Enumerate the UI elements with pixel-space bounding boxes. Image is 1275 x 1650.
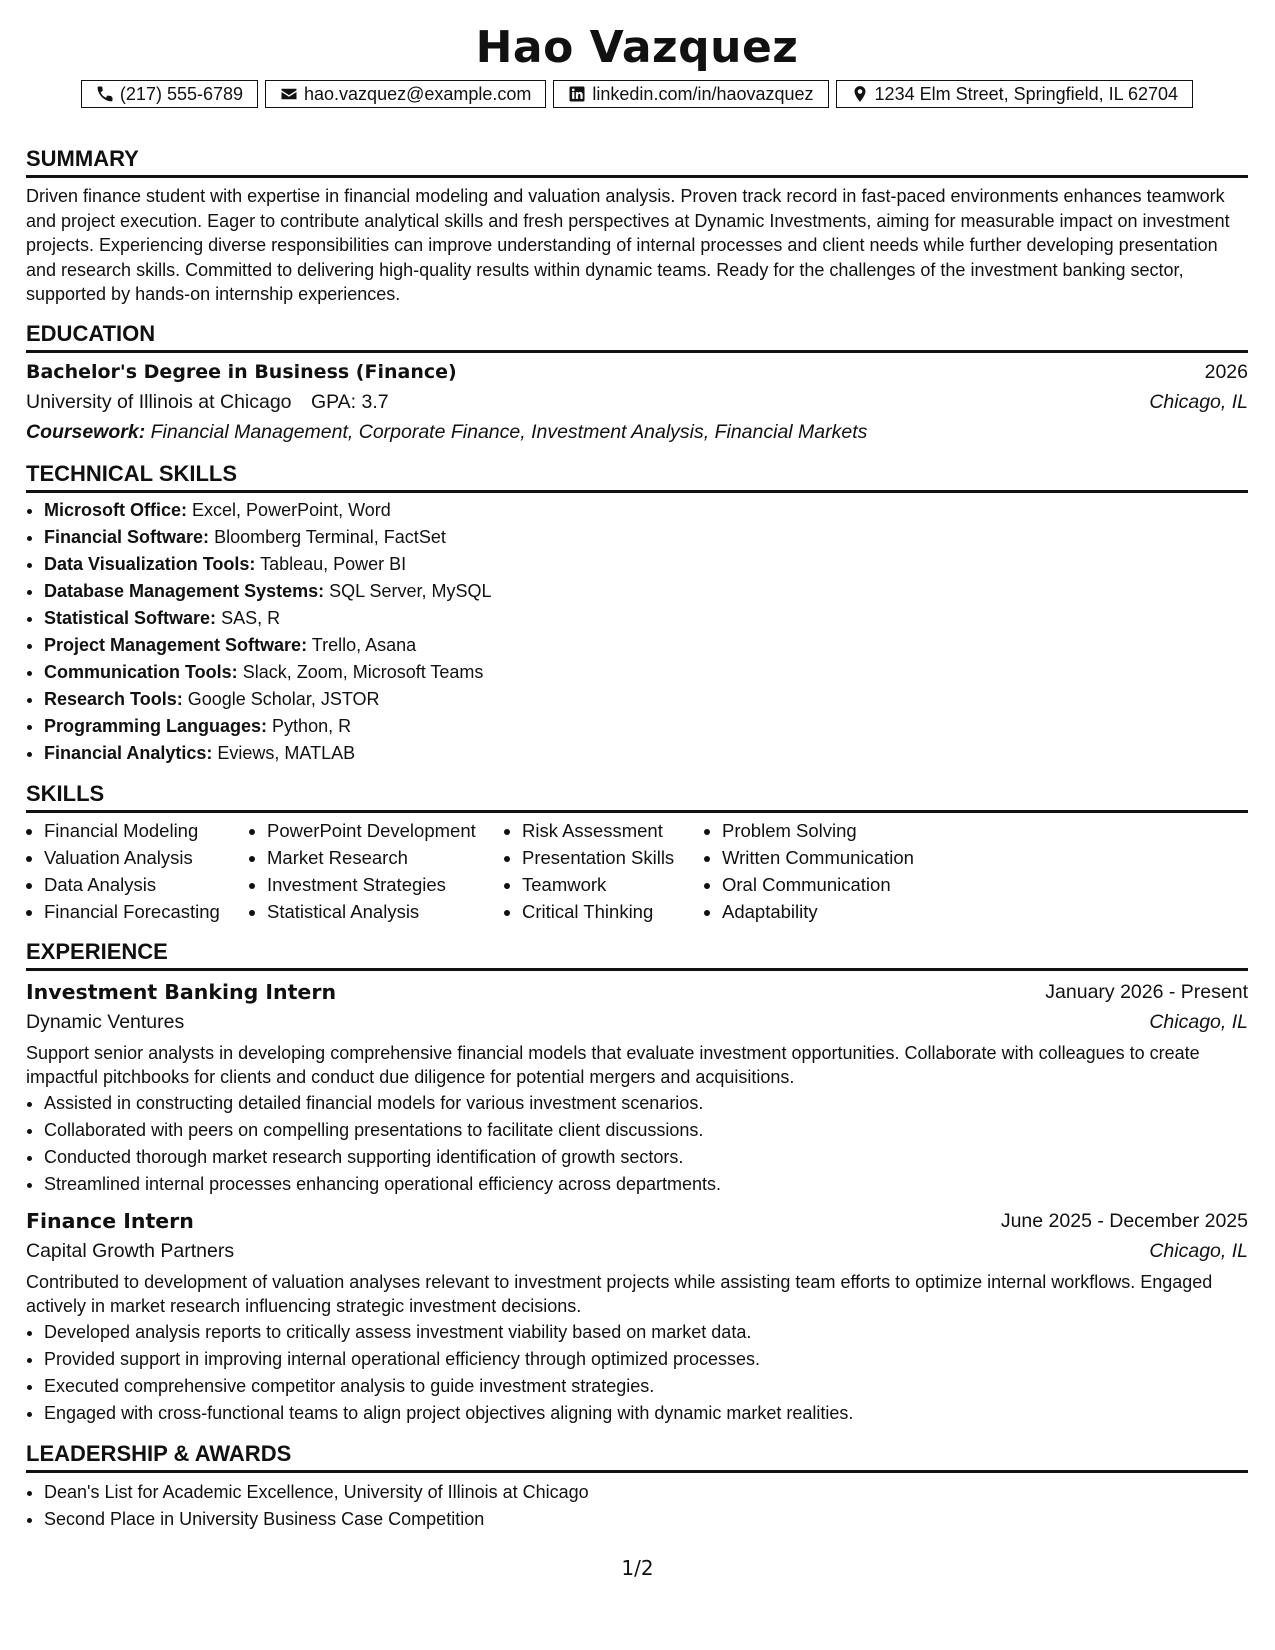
gpa: GPA: 3.7 (310, 390, 389, 413)
skill-label: Communication Tools: (44, 661, 238, 682)
education-section (26, 321, 1248, 447)
list-item: • Assisted in constructing detailed financial models for various investment scenarios. (44, 1090, 1248, 1117)
coursework-row (26, 417, 1248, 447)
list-item: • Investment Strategies (267, 871, 504, 898)
job-bullets (26, 1319, 1248, 1427)
job-dates: January 2026 - Present (1045, 980, 1248, 1003)
skill-value: Google Scholar, JSTOR (187, 688, 380, 709)
list-item: • Financial Modeling (44, 817, 249, 844)
list-item: • Adaptability (722, 898, 962, 925)
skills-section (26, 781, 1248, 925)
skill-label: Financial Analytics: (44, 742, 213, 763)
list-item: • Problem Solving (722, 817, 962, 844)
contact-phone[interactable] (81, 80, 258, 108)
list-item (44, 713, 1248, 740)
technical-skills-list (26, 497, 1248, 767)
coursework-list: Financial Management, Corporate Finance, Investment Analysis, Financial Markets (150, 420, 868, 443)
section-title-technical-skills: TECHNICAL SKILLS (26, 461, 1248, 493)
coursework-label: Coursework: (26, 420, 146, 443)
resume-page (26, 22, 1248, 1533)
skills-column-3 (504, 817, 704, 925)
skill-label: Database Management Systems: (44, 580, 325, 601)
degree-title: Bachelor's Degree in Business (Finance) (26, 360, 457, 383)
list-item (44, 632, 1248, 659)
skill-label: Financial Software: (44, 526, 210, 547)
job-company-row (26, 1236, 1248, 1266)
list-item: • Streamlined internal processes enhancing operational efficiency across departments. (44, 1171, 1248, 1198)
phone-text: (217) 555-6789 (119, 83, 244, 104)
leadership-section (26, 1441, 1248, 1533)
skill-value: SAS, R (221, 607, 281, 628)
summary-text: Driven finance student with expertise in financial modeling and valuation analysis. Proven track record in fast-paced environments enhances teamwork and project execution. Eager to contribute analytical skills and fresh perspectives at Dynamic Investments, aiming for measurable impact on investment projects. Experiencing diverse responsibilities can improve understanding of internal processes and client needs while further developing presentation and research skills. Committed to delivering high-quality results within dynamic teams. Ready for the challenges of the investment banking sector, supported by hands-on internship experiences. (26, 186, 1230, 304)
job-bullets (26, 1090, 1248, 1198)
skill-value: SQL Server, MySQL (329, 580, 492, 601)
job-location: Chicago, IL (1149, 1239, 1248, 1262)
list-item: • PowerPoint Development (267, 817, 504, 844)
list-item: • Conducted thorough market research supporting identification of growth sectors. (44, 1144, 1248, 1171)
skill-label: Data Visualization Tools: (44, 553, 256, 574)
phone-icon (96, 85, 114, 103)
contact-bar (26, 80, 1248, 108)
linkedin-text: linkedin.com/in/haovazquez (592, 83, 814, 104)
list-item (44, 740, 1248, 767)
list-item: • Developed analysis reports to critically assess investment viability based on market data. (44, 1319, 1248, 1346)
contact-address[interactable] (836, 80, 1194, 108)
list-item: • Written Communication (722, 844, 962, 871)
linkedin-icon (568, 85, 586, 103)
skills-column-1 (26, 817, 249, 925)
email-text: hao.vazquez@example.com (304, 83, 532, 104)
school-location: Chicago, IL (1149, 390, 1248, 413)
skill-value: Python, R (272, 715, 352, 736)
education-degree-row (26, 357, 1248, 387)
job-company: Dynamic Ventures (26, 1010, 185, 1033)
job-entry (26, 1206, 1248, 1427)
job-role: Finance Intern (26, 1208, 194, 1233)
experience-section (26, 939, 1248, 1427)
school-name: University of Illinois at Chicago (26, 390, 292, 413)
job-location: Chicago, IL (1149, 1010, 1248, 1033)
list-item: • Engaged with cross-functional teams to align project objectives aligning with dynamic market realities. (44, 1400, 1248, 1427)
technical-skills-section (26, 461, 1248, 767)
skill-label: Microsoft Office: (44, 499, 188, 520)
skill-label: Project Management Software: (44, 634, 308, 655)
skill-value: Bloomberg Terminal, FactSet (214, 526, 446, 547)
list-item: • Oral Communication (722, 871, 962, 898)
skill-label: Research Tools: (44, 688, 183, 709)
skills-grid (26, 817, 1248, 925)
job-role: Investment Banking Intern (26, 979, 337, 1004)
list-item (44, 686, 1248, 713)
section-title-experience: EXPERIENCE (26, 939, 1248, 971)
list-item: • Executed comprehensive competitor analysis to guide investment strategies. (44, 1373, 1248, 1400)
job-header-row (26, 1206, 1248, 1236)
map-pin-icon (851, 85, 869, 103)
list-item: • Risk Assessment (522, 817, 704, 844)
skill-value: Eviews, MATLAB (217, 742, 356, 763)
skill-value: Slack, Zoom, Microsoft Teams (242, 661, 484, 682)
list-item: • Data Analysis (44, 871, 249, 898)
education-school-row (26, 387, 1248, 417)
list-item (44, 551, 1248, 578)
list-item: • Dean's List for Academic Excellence, University of Illinois at Chicago (44, 1479, 1248, 1506)
skill-label: Programming Languages: (44, 715, 268, 736)
list-item: • Provided support in improving internal operational efficiency through optimized processes. (44, 1346, 1248, 1373)
list-item (44, 659, 1248, 686)
job-entry (26, 977, 1248, 1198)
list-item: • Critical Thinking (522, 898, 704, 925)
list-item: • Second Place in University Business Case Competition (44, 1506, 1248, 1533)
section-title-skills: SKILLS (26, 781, 1248, 813)
list-item: • Teamwork (522, 871, 704, 898)
page-number: 1/2 (621, 1556, 654, 1580)
section-title-education: EDUCATION (26, 321, 1248, 353)
list-item: • Financial Forecasting (44, 898, 249, 925)
skills-column-2 (249, 817, 504, 925)
list-item (44, 524, 1248, 551)
list-item: • Statistical Analysis (267, 898, 504, 925)
skill-label: Statistical Software: (44, 607, 217, 628)
skills-column-4 (704, 817, 962, 925)
skill-value: Trello, Asana (311, 634, 417, 655)
job-description: Contributed to development of valuation analyses relevant to investment projects while assisting team efforts to optimize internal workflows. Engaged actively in market research influencing strategic investment decisions. (26, 1271, 1213, 1316)
list-item (44, 605, 1248, 632)
skill-value: Tableau, Power BI (260, 553, 407, 574)
list-item: • Collaborated with peers on compelling presentations to facilitate client discussions. (44, 1117, 1248, 1144)
summary-section (26, 146, 1248, 307)
job-dates: June 2025 - December 2025 (1000, 1209, 1248, 1232)
list-item: • Market Research (267, 844, 504, 871)
skill-value: Excel, PowerPoint, Word (192, 499, 391, 520)
list-item: • Valuation Analysis (44, 844, 249, 871)
job-company: Capital Growth Partners (26, 1239, 235, 1262)
list-item (44, 578, 1248, 605)
contact-email[interactable] (265, 80, 546, 108)
list-item (44, 497, 1248, 524)
candidate-name: Hao Vazquez (475, 22, 799, 73)
leadership-list (26, 1479, 1248, 1533)
section-title-summary: SUMMARY (26, 146, 1248, 178)
contact-linkedin[interactable] (553, 80, 828, 108)
job-header-row (26, 977, 1248, 1007)
job-company-row (26, 1007, 1248, 1037)
graduation-year: 2026 (1204, 360, 1248, 383)
section-title-leadership: LEADERSHIP & AWARDS (26, 1441, 1248, 1473)
job-description: Support senior analysts in developing comprehensive financial models that evaluate investment opportunities. Collaborate with colleagues to create impactful pitchbooks for clients and conduct due diligence for potential mergers and acquisitions. (26, 1042, 1200, 1087)
address-text: 1234 Elm Street, Springfield, IL 62704 (874, 83, 1179, 104)
list-item: • Presentation Skills (522, 844, 704, 871)
envelope-icon (280, 85, 298, 103)
